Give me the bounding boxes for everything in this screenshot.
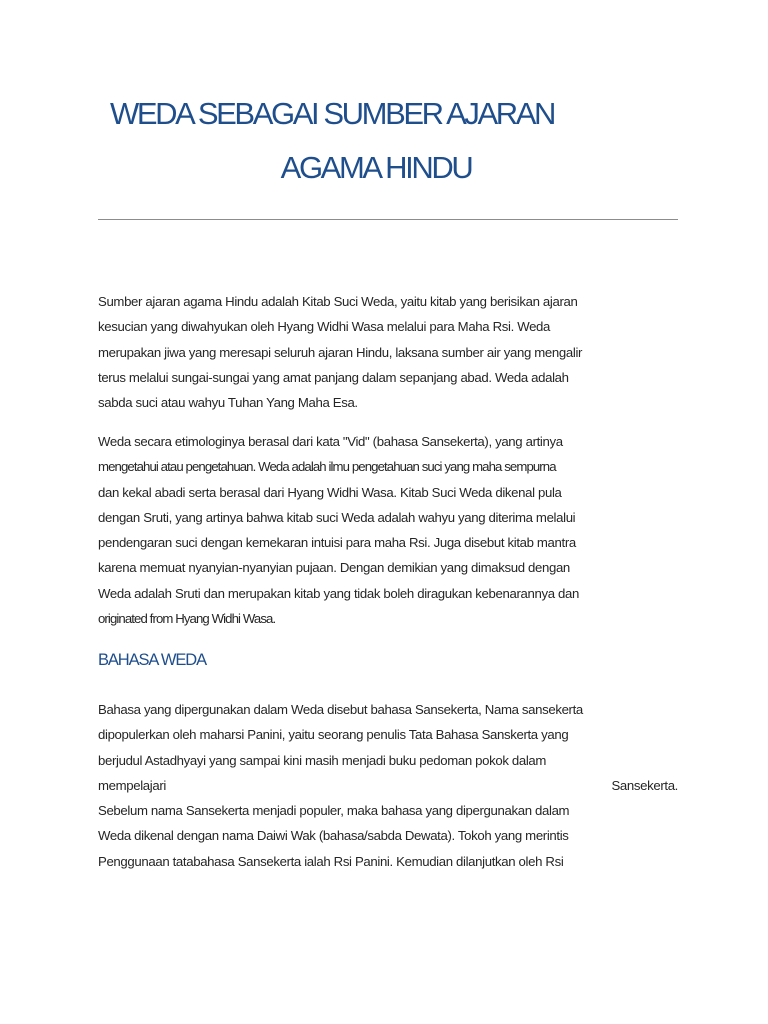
paragraph-line: karena memuat nyanyian-nyanyian pujaan. Dengan demikian yang dimaksud dengan — [98, 560, 570, 576]
paragraph-etymology — [98, 429, 604, 631]
paragraph-line: Weda secara etimologinya berasal dari kata "Vid" (bahasa Sansekerta), yang artinya — [98, 434, 563, 449]
title-divider — [98, 219, 678, 220]
paragraph-line: originated from Hyang Widhi Wasa. — [98, 611, 276, 627]
paragraph-line: pendengaran suci dengan kemekaran intuisi para maha Rsi. Juga disebut kitab mantra — [98, 535, 576, 551]
paragraph-line: merupakan jiwa yang meresapi seluruh ajaran Hindu, laksana sumber air yang mengalir — [98, 344, 583, 360]
section-heading: BAHASA WEDA — [98, 651, 207, 669]
paragraph-line: Penggunaan tatabahasa Sansekerta ialah Rsi Panini. Kemudian dilanjutkan oleh Rsi — [98, 853, 564, 869]
paragraph-line: berjudul Astadhyayi yang sampai kini masih menjadi buku pedoman pokok dalam — [98, 752, 547, 768]
document-title-line-1: WEDA SEBAGAI SUMBER AJARAN — [109, 96, 555, 131]
paragraph-line: Sebelum nama Sansekerta menjadi populer, maka bahasa yang dipergunakan dalam — [98, 803, 570, 819]
paragraph-line: sabda suci atau wahyu Tuhan Yang Maha Esa. — [98, 395, 358, 411]
document-title-line-2: AGAMA HINDU — [280, 150, 472, 185]
split-line-right: Sansekerta. — [611, 777, 678, 793]
paragraph-line: terus melalui sungai-sungai yang amat panjang dalam sepanjang abad. Weda adalah — [98, 369, 569, 385]
paragraph-line: mengetahui atau pengetahuan. Weda adalah ilmu pengetahuan suci yang maha sempurna — [98, 459, 556, 475]
paragraph-line: Weda adalah Sruti dan merupakan kitab yang tidak boleh diragukan kebenarannya dan — [98, 585, 579, 601]
split-line-left: mempelajari — [98, 777, 166, 793]
paragraph-line: Sumber ajaran agama Hindu adalah Kitab Suci Weda, yaitu kitab yang berisikan ajaran — [98, 294, 578, 309]
paragraph-intro — [98, 289, 604, 415]
paragraph-line: Weda dikenal dengan nama Daiwi Wak (bahasa/sabda Dewata). Tokoh yang merintis — [98, 828, 569, 844]
paragraph-line: Bahasa yang dipergunakan dalam Weda disebut bahasa Sansekerta, Nama sansekerta — [98, 702, 583, 717]
paragraph-split-line — [98, 773, 678, 798]
paragraph-line: dipopulerkan oleh maharsi Panini, yaitu seorang penulis Tata Bahasa Sanskerta yang — [98, 727, 569, 743]
paragraph-line: dan kekal abadi serta berasal dari Hyang Widhi Wasa. Kitab Suci Weda dikenal pula — [98, 484, 562, 500]
paragraph-language — [98, 697, 678, 874]
paragraph-line: kesucian yang diwahyukan oleh Hyang Widhi Wasa melalui para Maha Rsi. Weda — [98, 319, 551, 335]
paragraph-line: dengan Sruti, yang artinya bahwa kitab suci Weda adalah wahyu yang diterima melalui — [98, 509, 576, 525]
